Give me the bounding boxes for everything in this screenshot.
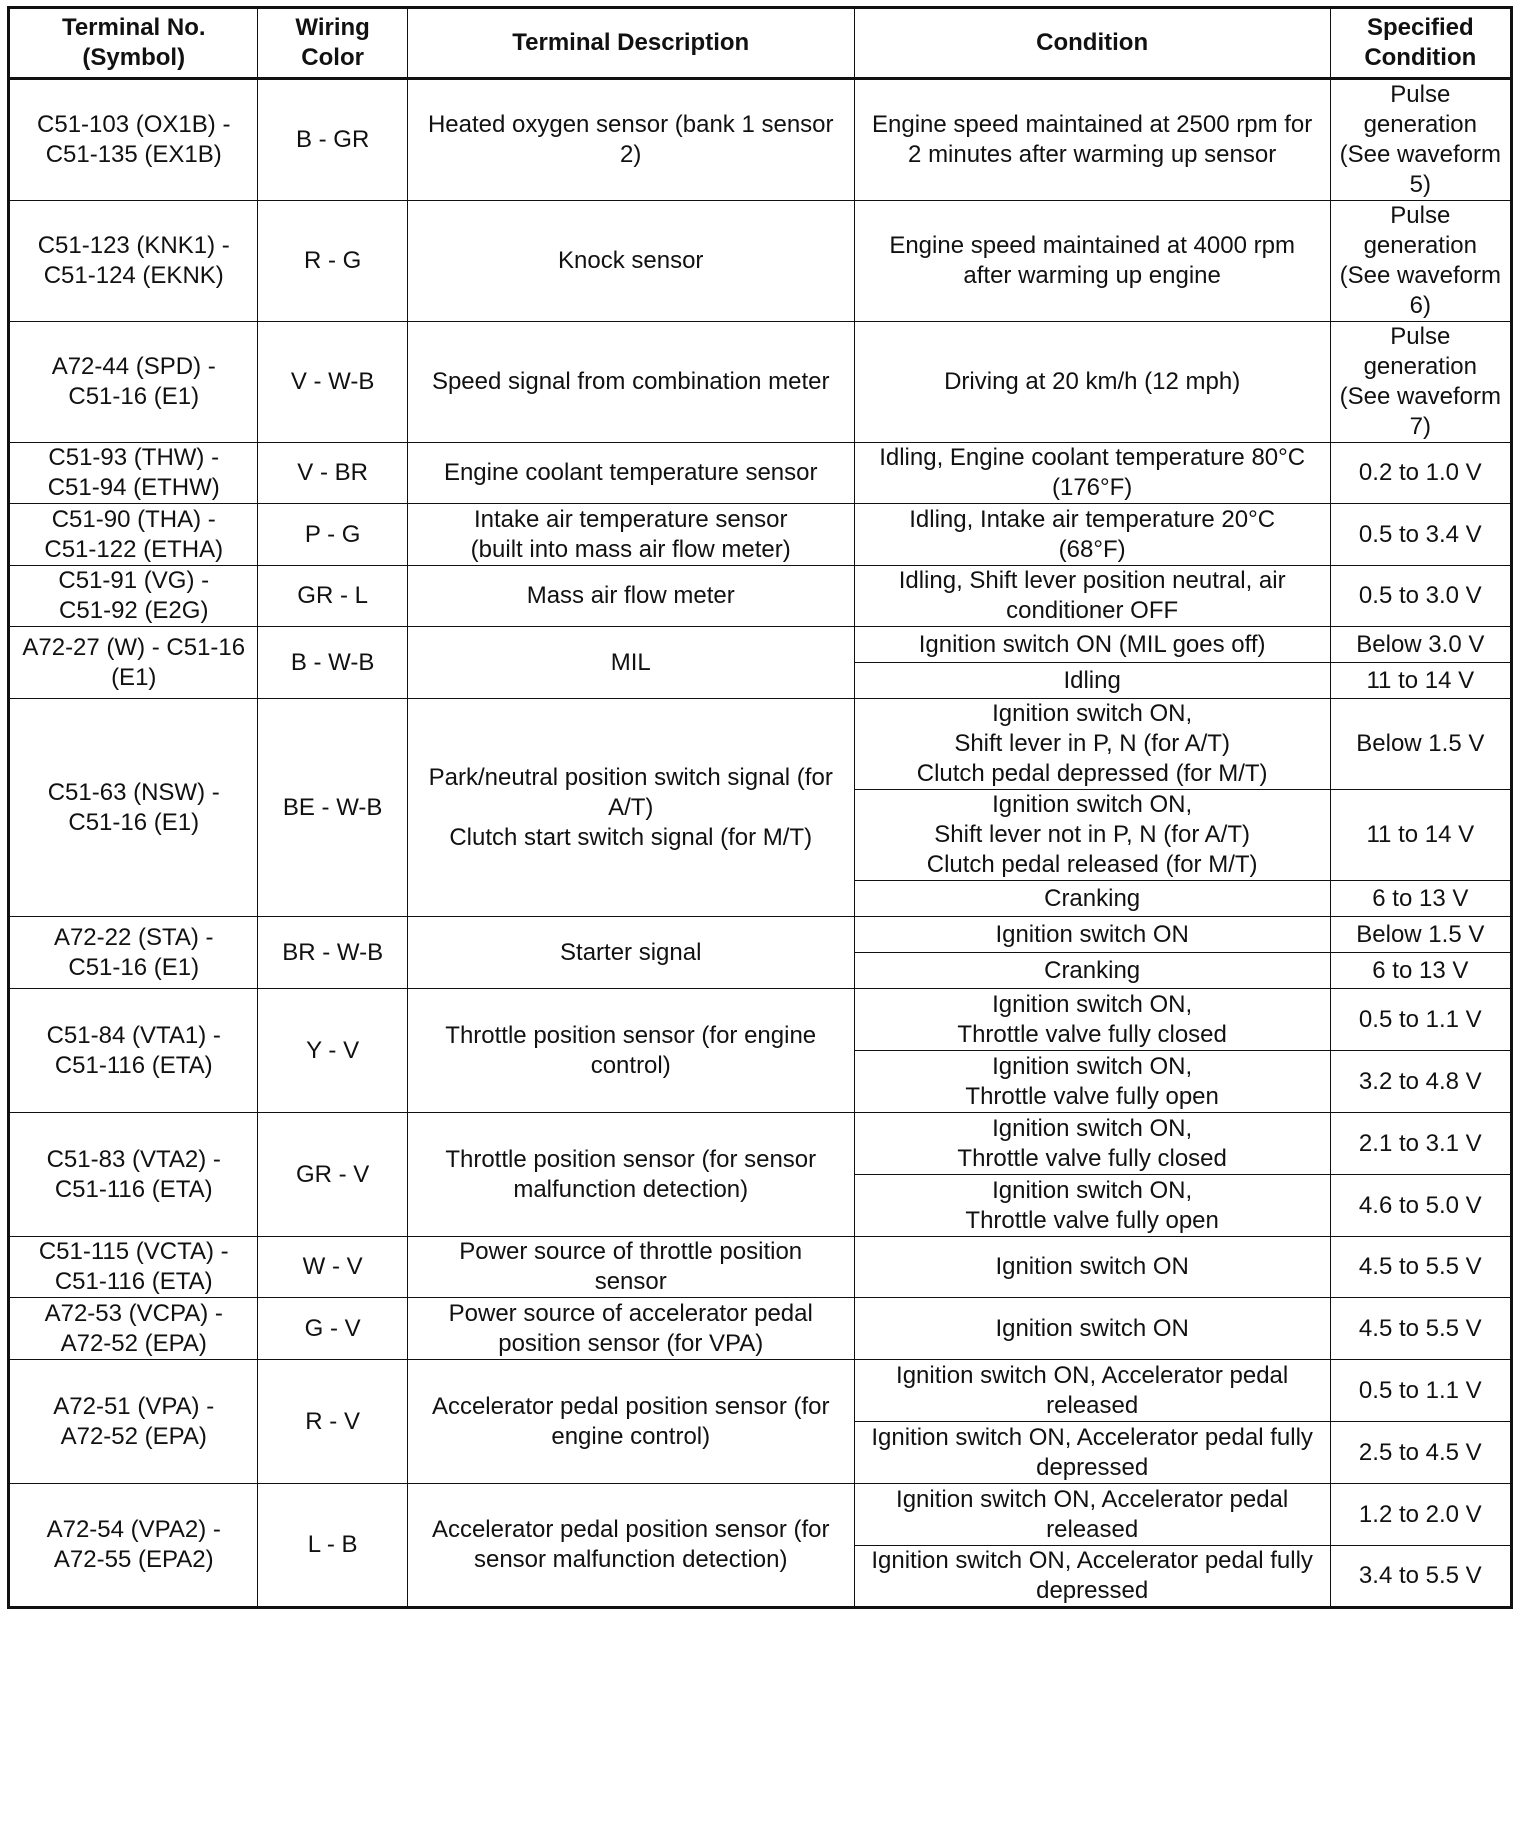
specified-condition-cell: 0.5 to 3.0 V bbox=[1330, 566, 1511, 627]
table-row bbox=[9, 201, 1512, 322]
specified-condition-cell: 0.2 to 1.0 V bbox=[1330, 443, 1511, 504]
condition-cell: Ignition switch ON, Throttle valve fully closed bbox=[854, 989, 1330, 1051]
wiring-color-cell: GR - V bbox=[258, 1113, 407, 1237]
table-row bbox=[9, 989, 1512, 1051]
condition-cell: Engine speed maintained at 4000 rpm after warming up engine bbox=[854, 201, 1330, 322]
header-specified-condition: Specified Condition bbox=[1330, 8, 1511, 79]
terminal-cell: C51-63 (NSW) - C51-16 (E1) bbox=[9, 699, 258, 917]
terminal-description-cell: Power source of throttle position sensor bbox=[407, 1237, 854, 1298]
terminal-description-cell: Heated oxygen sensor (bank 1 sensor 2) bbox=[407, 79, 854, 201]
specified-condition-cell: 3.4 to 5.5 V bbox=[1330, 1546, 1511, 1608]
table-row bbox=[9, 699, 1512, 790]
wiring-color-cell: V - BR bbox=[258, 443, 407, 504]
condition-cell: Ignition switch ON (MIL goes off) bbox=[854, 627, 1330, 663]
table-row bbox=[9, 1113, 1512, 1175]
table-row bbox=[9, 443, 1512, 504]
specified-condition-cell: 11 to 14 V bbox=[1330, 790, 1511, 881]
specified-condition-cell: 1.2 to 2.0 V bbox=[1330, 1484, 1511, 1546]
condition-cell: Ignition switch ON, Shift lever not in P, N (for A/T) Clutch pedal released (for M/T) bbox=[854, 790, 1330, 881]
terminal-cell: A72-22 (STA) - C51-16 (E1) bbox=[9, 917, 258, 989]
terminal-cell: A72-54 (VPA2) - A72-55 (EPA2) bbox=[9, 1484, 258, 1608]
header-terminal: Terminal No. (Symbol) bbox=[9, 8, 258, 79]
wiring-color-cell: G - V bbox=[258, 1298, 407, 1360]
wiring-color-cell: L - B bbox=[258, 1484, 407, 1608]
specified-condition-cell: Pulse generation (See waveform 7) bbox=[1330, 322, 1511, 443]
specified-condition-cell: 4.6 to 5.0 V bbox=[1330, 1175, 1511, 1237]
condition-cell: Ignition switch ON, Throttle valve fully closed bbox=[854, 1113, 1330, 1175]
table-row bbox=[9, 1484, 1512, 1546]
wiring-color-cell: BR - W-B bbox=[258, 917, 407, 989]
specified-condition-cell: 11 to 14 V bbox=[1330, 663, 1511, 699]
terminal-description-cell: Accelerator pedal position sensor (for engine control) bbox=[407, 1360, 854, 1484]
terminal-cell: C51-123 (KNK1) - C51-124 (EKNK) bbox=[9, 201, 258, 322]
terminal-cell: A72-51 (VPA) - A72-52 (EPA) bbox=[9, 1360, 258, 1484]
wiring-color-cell: B - GR bbox=[258, 79, 407, 201]
terminal-cell: C51-90 (THA) - C51-122 (ETHA) bbox=[9, 504, 258, 566]
condition-cell: Ignition switch ON, Accelerator pedal released bbox=[854, 1360, 1330, 1422]
terminal-description-cell: MIL bbox=[407, 627, 854, 699]
condition-cell: Driving at 20 km/h (12 mph) bbox=[854, 322, 1330, 443]
header-terminal-description: Terminal Description bbox=[407, 8, 854, 79]
header-wiring-color: Wiring Color bbox=[258, 8, 407, 79]
table-row bbox=[9, 504, 1512, 566]
condition-cell: Engine speed maintained at 2500 rpm for 2 minutes after warming up sensor bbox=[854, 79, 1330, 201]
specified-condition-cell: 0.5 to 1.1 V bbox=[1330, 989, 1511, 1051]
condition-cell: Ignition switch ON bbox=[854, 1237, 1330, 1298]
specified-condition-cell: Below 3.0 V bbox=[1330, 627, 1511, 663]
condition-cell: Cranking bbox=[854, 953, 1330, 989]
header-condition: Condition bbox=[854, 8, 1330, 79]
terminal-description-cell: Engine coolant temperature sensor bbox=[407, 443, 854, 504]
terminal-description-cell: Accelerator pedal position sensor (for sensor malfunction detection) bbox=[407, 1484, 854, 1608]
terminal-description-cell: Starter signal bbox=[407, 917, 854, 989]
wiring-color-cell: R - V bbox=[258, 1360, 407, 1484]
terminal-cell: C51-83 (VTA2) - C51-116 (ETA) bbox=[9, 1113, 258, 1237]
table-row bbox=[9, 627, 1512, 663]
table-row bbox=[9, 1298, 1512, 1360]
terminal-description-cell: Throttle position sensor (for engine control) bbox=[407, 989, 854, 1113]
wiring-color-cell: R - G bbox=[258, 201, 407, 322]
terminal-cell: A72-44 (SPD) - C51-16 (E1) bbox=[9, 322, 258, 443]
terminal-description-cell: Intake air temperature sensor (built into mass air flow meter) bbox=[407, 504, 854, 566]
specified-condition-cell: 4.5 to 5.5 V bbox=[1330, 1298, 1511, 1360]
header-row bbox=[9, 8, 1512, 79]
table-row bbox=[9, 566, 1512, 627]
specified-condition-cell: 0.5 to 1.1 V bbox=[1330, 1360, 1511, 1422]
condition-cell: Ignition switch ON, Accelerator pedal fully depressed bbox=[854, 1546, 1330, 1608]
condition-cell: Ignition switch ON, Accelerator pedal released bbox=[854, 1484, 1330, 1546]
wiring-color-cell: BE - W-B bbox=[258, 699, 407, 917]
specified-condition-cell: Pulse generation (See waveform 6) bbox=[1330, 201, 1511, 322]
condition-cell: Ignition switch ON, Throttle valve fully open bbox=[854, 1175, 1330, 1237]
condition-cell: Ignition switch ON bbox=[854, 917, 1330, 953]
wiring-color-cell: W - V bbox=[258, 1237, 407, 1298]
terminal-description-cell: Speed signal from combination meter bbox=[407, 322, 854, 443]
terminal-description-cell: Power source of accelerator pedal position sensor (for VPA) bbox=[407, 1298, 854, 1360]
terminal-cell: C51-91 (VG) - C51-92 (E2G) bbox=[9, 566, 258, 627]
specified-condition-cell: Below 1.5 V bbox=[1330, 699, 1511, 790]
specified-condition-cell: 6 to 13 V bbox=[1330, 953, 1511, 989]
terminal-cell: A72-53 (VCPA) - A72-52 (EPA) bbox=[9, 1298, 258, 1360]
terminal-cell: C51-103 (OX1B) - C51-135 (EX1B) bbox=[9, 79, 258, 201]
terminal-cell: A72-27 (W) - C51-16 (E1) bbox=[9, 627, 258, 699]
condition-cell: Ignition switch ON bbox=[854, 1298, 1330, 1360]
table-row bbox=[9, 917, 1512, 953]
terminal-cell: C51-84 (VTA1) - C51-116 (ETA) bbox=[9, 989, 258, 1113]
terminal-description-cell: Throttle position sensor (for sensor malfunction detection) bbox=[407, 1113, 854, 1237]
condition-cell: Idling, Shift lever position neutral, air conditioner OFF bbox=[854, 566, 1330, 627]
condition-cell: Idling bbox=[854, 663, 1330, 699]
terminal-description-cell: Knock sensor bbox=[407, 201, 854, 322]
table-body bbox=[9, 79, 1512, 1608]
condition-cell: Cranking bbox=[854, 881, 1330, 917]
specified-condition-cell: 2.1 to 3.1 V bbox=[1330, 1113, 1511, 1175]
specified-condition-cell: 0.5 to 3.4 V bbox=[1330, 504, 1511, 566]
terminal-description-cell: Park/neutral position switch signal (for A/T) Clutch start switch signal (for M/T) bbox=[407, 699, 854, 917]
table-row bbox=[9, 1237, 1512, 1298]
condition-cell: Ignition switch ON, Throttle valve fully open bbox=[854, 1051, 1330, 1113]
table-row bbox=[9, 322, 1512, 443]
specified-condition-cell: 6 to 13 V bbox=[1330, 881, 1511, 917]
wiring-color-cell: B - W-B bbox=[258, 627, 407, 699]
specified-condition-cell: Pulse generation (See waveform 5) bbox=[1330, 79, 1511, 201]
condition-cell: Ignition switch ON, Accelerator pedal fully depressed bbox=[854, 1422, 1330, 1484]
specified-condition-cell: Below 1.5 V bbox=[1330, 917, 1511, 953]
specified-condition-cell: 2.5 to 4.5 V bbox=[1330, 1422, 1511, 1484]
terminal-cell: C51-115 (VCTA) - C51-116 (ETA) bbox=[9, 1237, 258, 1298]
specified-condition-cell: 4.5 to 5.5 V bbox=[1330, 1237, 1511, 1298]
specified-condition-cell: 3.2 to 4.8 V bbox=[1330, 1051, 1511, 1113]
wiring-color-cell: Y - V bbox=[258, 989, 407, 1113]
condition-cell: Idling, Engine coolant temperature 80°C (176°F) bbox=[854, 443, 1330, 504]
condition-cell: Ignition switch ON, Shift lever in P, N (for A/T) Clutch pedal depressed (for M/T) bbox=[854, 699, 1330, 790]
terminal-cell: C51-93 (THW) - C51-94 (ETHW) bbox=[9, 443, 258, 504]
condition-cell: Idling, Intake air temperature 20°C (68°F) bbox=[854, 504, 1330, 566]
wiring-color-cell: GR - L bbox=[258, 566, 407, 627]
terminal-description-cell: Mass air flow meter bbox=[407, 566, 854, 627]
wiring-color-cell: P - G bbox=[258, 504, 407, 566]
table-row bbox=[9, 79, 1512, 201]
wiring-color-cell: V - W-B bbox=[258, 322, 407, 443]
ecm-terminal-table bbox=[7, 6, 1513, 1609]
table-row bbox=[9, 1360, 1512, 1422]
